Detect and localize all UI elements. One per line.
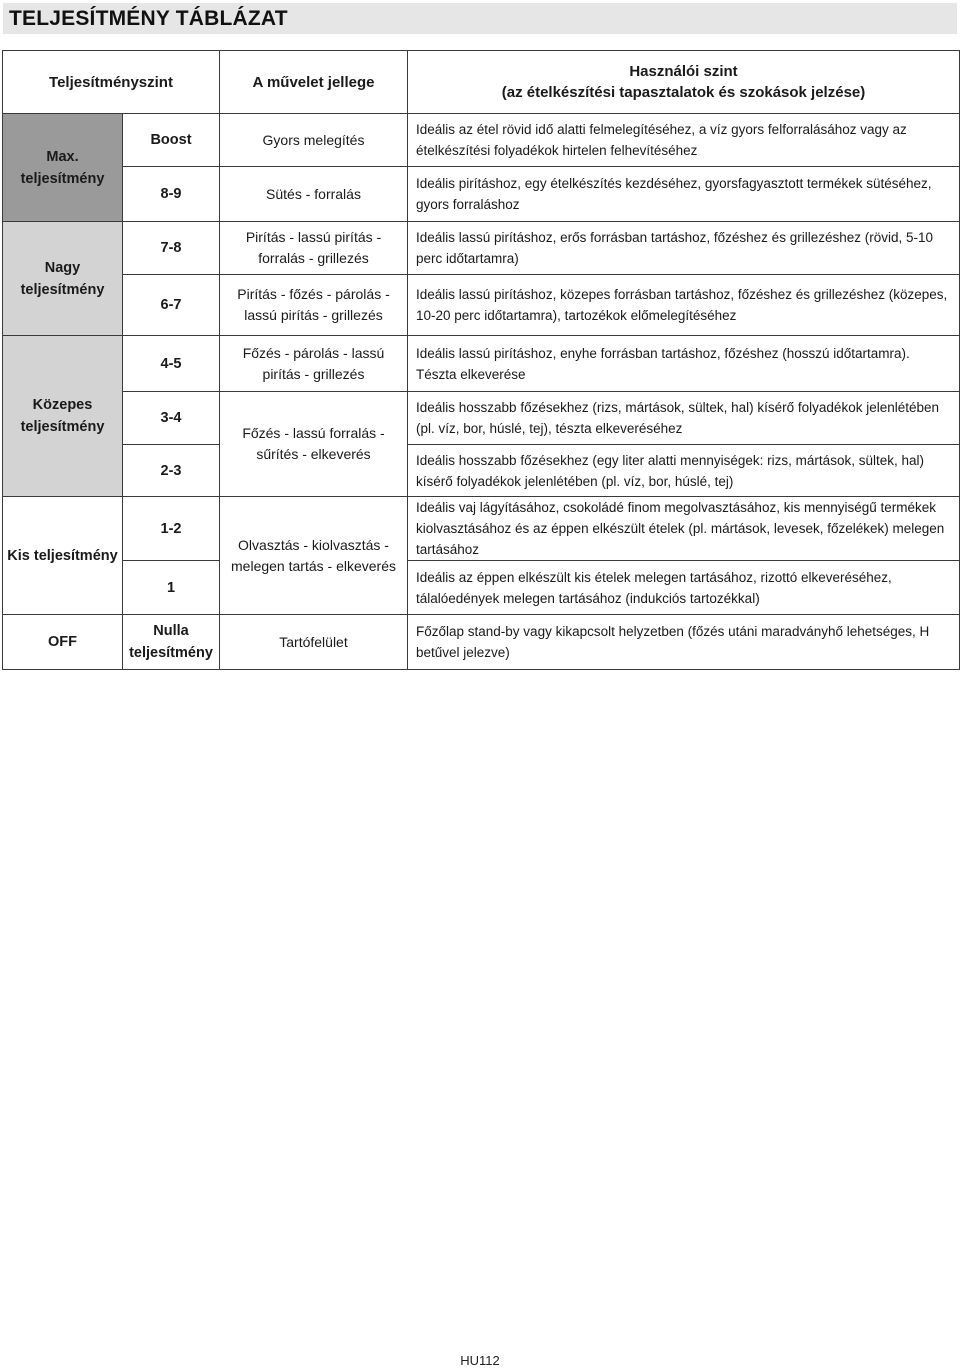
usage-1-2: Ideális vaj lágyításához, csokoládé finom megolvasztásához, kis mennyiségű termékek kiolvasztásához és az éppen elkészült ételek (pl. mártások, levesek, főzelékek) melegen tartásához	[408, 497, 960, 561]
usage-boost: Ideális az étel rövid idő alatti felmelegítéséhez, a víz gyors felforralásához vagy az ételkészítési folyadékok hirtelen felhevítéséhez	[408, 114, 960, 167]
usage-8-9: Ideális pirításhoz, egy ételkészítés kezdéséhez, gyorsfagyasztott termékek sütéséhez, gyors forraláshoz	[408, 167, 960, 222]
operation-4-5: Főzés - párolás - lassú pirítás - grillezés	[220, 336, 408, 392]
setting-7-8: 7-8	[123, 222, 220, 275]
operation-7-8: Pirítás - lassú pirítás - forralás - grillezés	[220, 222, 408, 275]
title-bar	[3, 3, 957, 34]
usage-3-4: Ideális hosszabb főzésekhez (rizs, mártások, sültek, hal) kísérő folyadékok jelenlétében (pl. víz, bor, húslé, tej), tészta elkeveréséhez	[408, 392, 960, 445]
performance-table	[2, 50, 960, 670]
table-row	[3, 392, 960, 445]
setting-4-5: 4-5	[123, 336, 220, 392]
page-code: HU112	[460, 1353, 500, 1368]
operation-3-4-2-3: Főzés - lassú forralás - sűrítés - elkeverés	[220, 392, 408, 497]
header-row	[3, 51, 960, 114]
usage-2-3: Ideális hosszabb főzésekhez (egy liter alatti mennyiségek: rizs, mártások, sültek, hal) kísérő folyadékok jelenlétében (pl. víz, bor, húslé, tej)	[408, 445, 960, 497]
setting-3-4: 3-4	[123, 392, 220, 445]
header-usage-line2: (az ételkészítési tapasztalatok és szokások jelzése)	[501, 84, 866, 101]
level-low: Kis teljesítmény	[3, 497, 123, 615]
setting-2-3: 2-3	[123, 445, 220, 497]
operation-6-7: Pirítás - főzés - párolás - lassú pirítás - grillezés	[220, 275, 408, 336]
header-operation: A művelet jellege	[220, 51, 408, 114]
table-row	[3, 561, 960, 615]
usage-zero: Főzőlap stand-by vagy kikapcsolt helyzetben (főzés utáni maradványhő lehetséges, H betűvel jelezve)	[408, 615, 960, 670]
table-row	[3, 275, 960, 336]
usage-1: Ideális az éppen elkészült kis ételek melegen tartásához, rizottó elkeveréséhez, tálalóedények melegen tartásához (indukciós tartozékkal)	[408, 561, 960, 615]
level-off: OFF	[3, 615, 123, 670]
table-row	[3, 445, 960, 497]
level-high: Nagy teljesítmény	[3, 222, 123, 336]
table-row	[3, 222, 960, 275]
operation-8-9: Sütés - forralás	[220, 167, 408, 222]
setting-1-2: 1-2	[123, 497, 220, 561]
table-row	[3, 615, 960, 670]
table-row	[3, 497, 960, 561]
page-title: TELJESÍTMÉNY TÁBLÁZAT	[9, 7, 288, 30]
table-row	[3, 114, 960, 167]
table-row	[3, 336, 960, 392]
setting-boost: Boost	[123, 114, 220, 167]
operation-1-2-1: Olvasztás - kiolvasztás - melegen tartás - elkeverés	[220, 497, 408, 615]
usage-6-7: Ideális lassú pirításhoz, közepes forrásban tartáshoz, főzéshez és grillezéshez (közepes, 10-20 perc időtartamra), tartozékok előmelegítéséhez	[408, 275, 960, 336]
header-usage	[408, 51, 960, 114]
table-row	[3, 167, 960, 222]
header-usage-line1: Használói szint	[629, 63, 738, 80]
header-level: Teljesítményszint	[3, 51, 220, 114]
operation-zero: Tartófelület	[220, 615, 408, 670]
level-max: Max. teljesítmény	[3, 114, 123, 222]
level-medium: Közepes teljesítmény	[3, 336, 123, 497]
setting-zero: Nulla teljesítmény	[123, 615, 220, 670]
usage-4-5: Ideális lassú pirításhoz, enyhe forrásban tartáshoz, főzéshez (hosszú időtartamra). Tészta elkeverése	[408, 336, 960, 392]
setting-6-7: 6-7	[123, 275, 220, 336]
setting-8-9: 8-9	[123, 167, 220, 222]
setting-1: 1	[123, 561, 220, 615]
operation-boost: Gyors melegítés	[220, 114, 408, 167]
usage-7-8: Ideális lassú pirításhoz, erős forrásban tartáshoz, főzéshez és grillezéshez (rövid, 5-10 perc időtartamra)	[408, 222, 960, 275]
